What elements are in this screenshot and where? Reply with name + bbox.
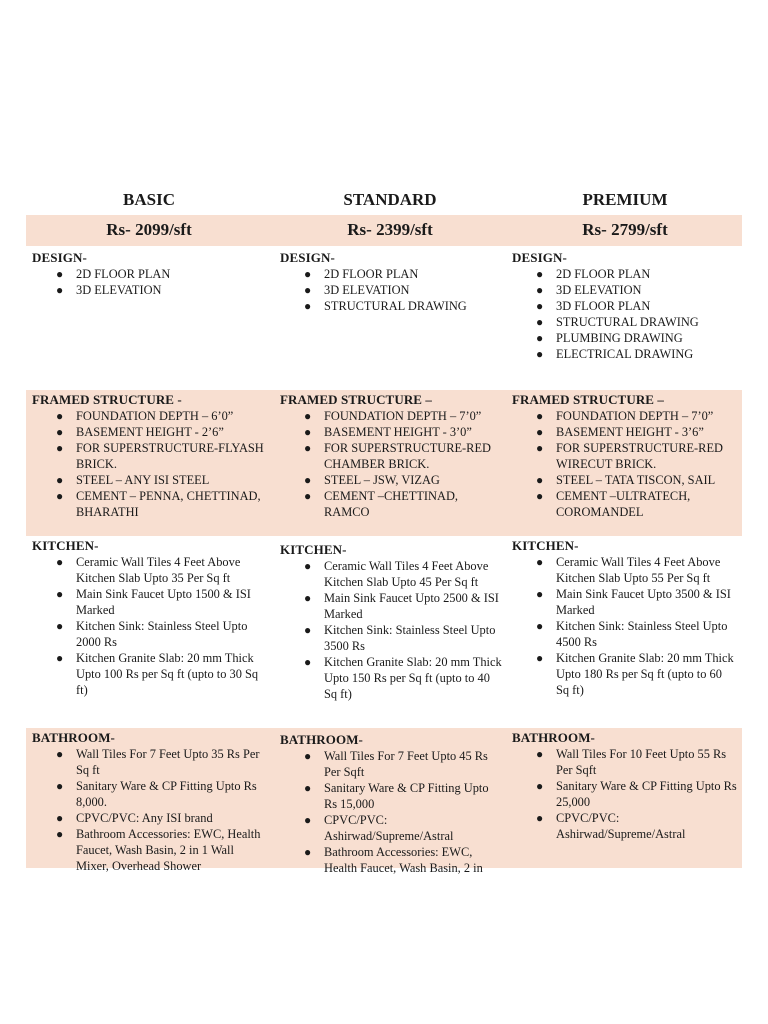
bullet-icon: ● (56, 747, 64, 761)
list-item-text: BASEMENT HEIGHT - 2’6” (76, 425, 224, 439)
cell-design-standard (280, 250, 502, 314)
bullet-icon: ● (304, 283, 312, 297)
bullet-icon: ● (304, 655, 312, 669)
list-item (304, 654, 502, 702)
spec-list (512, 266, 738, 362)
section-heading: FRAMED STRUCTURE - (32, 392, 182, 407)
list-item (304, 622, 502, 654)
list-item (536, 346, 738, 362)
list-item-text: FOR SUPERSTRUCTURE-RED CHAMBER BRICK. (324, 441, 491, 471)
cell-framed-structure-standard (280, 392, 502, 520)
list-item-text: FOUNDATION DEPTH – 6’0” (76, 409, 234, 423)
cell-framed-structure-premium (512, 392, 738, 520)
list-item (56, 472, 268, 488)
list-item (536, 746, 738, 778)
bullet-icon: ● (536, 315, 544, 329)
bullet-icon: ● (56, 587, 64, 601)
list-item (56, 586, 268, 618)
cell-kitchen-premium (512, 538, 738, 698)
list-item-text: Ceramic Wall Tiles 4 Feet Above Kitchen Slab Upto 55 Per Sq ft (556, 555, 721, 585)
list-item (536, 266, 738, 282)
bullet-icon: ● (56, 425, 64, 439)
list-item (56, 266, 268, 282)
bullet-icon: ● (304, 749, 312, 763)
list-item-text: 2D FLOOR PLAN (324, 267, 419, 281)
list-item-text: CEMENT – PENNA, CHETTINAD, BHARATHI (76, 489, 261, 519)
price-basic: Rs- 2099/sft (106, 220, 192, 239)
bullet-icon: ● (304, 425, 312, 439)
bullet-icon: ● (536, 747, 544, 761)
bullet-icon: ● (56, 441, 64, 455)
section-heading: BATHROOM- (280, 732, 363, 747)
bullet-icon: ● (536, 347, 544, 361)
bullet-icon: ● (304, 559, 312, 573)
price-premium: Rs- 2799/sft (582, 220, 668, 239)
bullet-icon: ● (304, 845, 312, 859)
list-item-text: FOR SUPERSTRUCTURE-RED WIRECUT BRICK. (556, 441, 723, 471)
bullet-icon: ● (56, 811, 64, 825)
list-item (56, 282, 268, 298)
bullet-icon: ● (536, 473, 544, 487)
list-item (56, 810, 268, 826)
list-item (536, 618, 738, 650)
list-item (56, 778, 268, 810)
bullet-icon: ● (56, 409, 64, 423)
spec-list (32, 554, 268, 698)
list-item (536, 282, 738, 298)
list-item (304, 440, 502, 472)
cell-design-premium (512, 250, 738, 362)
list-item-text: Main Sink Faucet Upto 3500 & ISI Marked (556, 587, 731, 617)
cell-bathroom-premium (512, 730, 738, 842)
list-item (56, 618, 268, 650)
list-item-text: 3D ELEVATION (556, 283, 642, 297)
bullet-icon: ● (536, 331, 544, 345)
section-heading: FRAMED STRUCTURE – (280, 392, 433, 407)
list-item (304, 748, 502, 780)
list-item-text: CPVC/PVC: Ashirwad/Supreme/Astral (324, 813, 454, 843)
list-item-text: FOUNDATION DEPTH – 7’0” (324, 409, 482, 423)
bullet-icon: ● (536, 409, 544, 423)
spec-list (32, 408, 268, 520)
list-item-text: Main Sink Faucet Upto 2500 & ISI Marked (324, 591, 499, 621)
list-item-text: ELECTRICAL DRAWING (556, 347, 694, 361)
section-heading: DESIGN- (32, 250, 87, 265)
spec-list (512, 408, 738, 520)
plan-name-basic: BASIC (123, 190, 175, 209)
cell-bathroom-basic (32, 730, 268, 874)
list-item-text: Wall Tiles For 7 Feet Upto 35 Rs Per Sq ft (76, 747, 260, 777)
spec-list (280, 558, 502, 702)
bullet-icon: ● (56, 489, 64, 503)
list-item-text: Main Sink Faucet Upto 1500 & ISI Marked (76, 587, 251, 617)
spec-list (280, 266, 502, 314)
bullet-icon: ● (56, 283, 64, 297)
list-item-text: Kitchen Sink: Stainless Steel Upto 4500 Rs (556, 619, 728, 649)
bullet-icon: ● (536, 441, 544, 455)
list-item (304, 472, 502, 488)
list-item (56, 554, 268, 586)
list-item-text: Wall Tiles For 7 Feet Upto 45 Rs Per Sqft (324, 749, 488, 779)
list-item-text: Bathroom Accessories: EWC, Health Faucet, Wash Basin, 2 in (324, 845, 483, 875)
bullet-icon: ● (536, 555, 544, 569)
list-item-text: 2D FLOOR PLAN (76, 267, 171, 281)
bullet-icon: ● (56, 651, 64, 665)
bullet-icon: ● (536, 779, 544, 793)
list-item-text: Kitchen Granite Slab: 20 mm Thick Upto 100 Rs per Sq ft (upto to 30 Sq ft) (76, 651, 259, 697)
list-item (536, 586, 738, 618)
list-item-text: 3D FLOOR PLAN (556, 299, 651, 313)
spec-list (280, 748, 502, 876)
list-item-text: STEEL – JSW, VIZAG (324, 473, 440, 487)
spec-list (512, 746, 738, 842)
bullet-icon: ● (304, 813, 312, 827)
list-item (304, 408, 502, 424)
list-item (536, 810, 738, 842)
list-item-text: STRUCTURAL DRAWING (556, 315, 699, 329)
bullet-icon: ● (56, 473, 64, 487)
spec-list (32, 746, 268, 874)
bullet-icon: ● (536, 619, 544, 633)
list-item-text: FOUNDATION DEPTH – 7’0” (556, 409, 714, 423)
list-item (304, 780, 502, 812)
list-item (304, 282, 502, 298)
list-item-text: Ceramic Wall Tiles 4 Feet Above Kitchen Slab Upto 35 Per Sq ft (76, 555, 241, 585)
list-item-text: CPVC/PVC: Ashirwad/Supreme/Astral (556, 811, 686, 841)
list-item-text: BASEMENT HEIGHT - 3’6” (556, 425, 704, 439)
spec-list (280, 408, 502, 520)
spec-list (512, 554, 738, 698)
section-heading: BATHROOM- (32, 730, 115, 745)
cell-design-basic (32, 250, 268, 298)
list-item-text: CEMENT –CHETTINAD, RAMCO (324, 489, 458, 519)
list-item (304, 266, 502, 282)
list-item-text: Kitchen Granite Slab: 20 mm Thick Upto 180 Rs per Sq ft (upto to 60 Sq ft) (556, 651, 734, 697)
bullet-icon: ● (56, 827, 64, 841)
bullet-icon: ● (304, 591, 312, 605)
cell-framed-structure-basic (32, 392, 268, 520)
list-item-text: Bathroom Accessories: EWC, Health Faucet, Wash Basin, 2 in 1 Wall Mixer, Overhead Shower (76, 827, 261, 873)
list-item-text: Kitchen Granite Slab: 20 mm Thick Upto 150 Rs per Sq ft (upto to 40 Sq ft) (324, 655, 502, 701)
section-heading: DESIGN- (280, 250, 335, 265)
bullet-icon: ● (536, 587, 544, 601)
list-item-text: FOR SUPERSTRUCTURE-FLYASH BRICK. (76, 441, 264, 471)
list-item (536, 440, 738, 472)
list-item-text: STEEL – ANY ISI STEEL (76, 473, 210, 487)
bullet-icon: ● (304, 489, 312, 503)
list-item-text: PLUMBING DRAWING (556, 331, 683, 345)
bullet-icon: ● (304, 299, 312, 313)
list-item (536, 472, 738, 488)
list-item (304, 812, 502, 844)
bullet-icon: ● (536, 267, 544, 281)
list-item (304, 844, 502, 876)
bullet-icon: ● (304, 441, 312, 455)
list-item-text: 2D FLOOR PLAN (556, 267, 651, 281)
cell-kitchen-standard (280, 542, 502, 702)
list-item (56, 746, 268, 778)
list-item (56, 826, 268, 874)
section-heading: KITCHEN- (280, 542, 347, 557)
bullet-icon: ● (304, 473, 312, 487)
list-item-text: 3D ELEVATION (76, 283, 162, 297)
list-item (536, 778, 738, 810)
list-item-text: 3D ELEVATION (324, 283, 410, 297)
bullet-icon: ● (536, 811, 544, 825)
list-item-text: Kitchen Sink: Stainless Steel Upto 2000 Rs (76, 619, 248, 649)
list-item (56, 424, 268, 440)
section-heading: KITCHEN- (512, 538, 579, 553)
bullet-icon: ● (56, 779, 64, 793)
list-item (304, 488, 502, 520)
bullet-icon: ● (56, 267, 64, 281)
bullet-icon: ● (304, 623, 312, 637)
list-item (304, 590, 502, 622)
plan-name-standard: STANDARD (343, 190, 437, 209)
bullet-icon: ● (536, 283, 544, 297)
list-item (536, 408, 738, 424)
list-item (304, 298, 502, 314)
plan-name-premium: PREMIUM (582, 190, 668, 209)
list-item-text: CPVC/PVC: Any ISI brand (76, 811, 213, 825)
list-item (536, 298, 738, 314)
list-item-text: CEMENT –ULTRATECH, COROMANDEL (556, 489, 691, 519)
list-item (536, 488, 738, 520)
bullet-icon: ● (304, 781, 312, 795)
list-item (56, 440, 268, 472)
list-item-text: Ceramic Wall Tiles 4 Feet Above Kitchen Slab Upto 45 Per Sq ft (324, 559, 489, 589)
spec-list (32, 266, 268, 298)
list-item (536, 330, 738, 346)
bullet-icon: ● (536, 299, 544, 313)
bullet-icon: ● (304, 409, 312, 423)
bullet-icon: ● (56, 555, 64, 569)
list-item (536, 554, 738, 586)
list-item-text: BASEMENT HEIGHT - 3’0” (324, 425, 472, 439)
list-item-text: Wall Tiles For 10 Feet Upto 55 Rs Per Sqft (556, 747, 727, 777)
list-item-text: Sanitary Ware & CP Fitting Upto Rs 25,000 (556, 779, 737, 809)
section-heading: BATHROOM- (512, 730, 595, 745)
bullet-icon: ● (536, 489, 544, 503)
cell-bathroom-standard (280, 732, 502, 876)
section-heading: FRAMED STRUCTURE – (512, 392, 665, 407)
list-item (536, 424, 738, 440)
section-heading: DESIGN- (512, 250, 567, 265)
list-item-text: STEEL – TATA TISCON, SAIL (556, 473, 716, 487)
bullet-icon: ● (536, 651, 544, 665)
list-item (536, 314, 738, 330)
bullet-icon: ● (536, 425, 544, 439)
list-item (56, 488, 268, 520)
cell-kitchen-basic (32, 538, 268, 698)
list-item-text: Sanitary Ware & CP Fitting Upto Rs 8,000. (76, 779, 257, 809)
list-item (304, 558, 502, 590)
list-item-text: STRUCTURAL DRAWING (324, 299, 467, 313)
list-item (56, 650, 268, 698)
bullet-icon: ● (304, 267, 312, 281)
bullet-icon: ● (56, 619, 64, 633)
list-item-text: Kitchen Sink: Stainless Steel Upto 3500 Rs (324, 623, 496, 653)
list-item (304, 424, 502, 440)
price-standard: Rs- 2399/sft (347, 220, 433, 239)
list-item (536, 650, 738, 698)
section-heading: KITCHEN- (32, 538, 99, 553)
list-item-text: Sanitary Ware & CP Fitting Upto Rs 15,000 (324, 781, 489, 811)
list-item (56, 408, 268, 424)
